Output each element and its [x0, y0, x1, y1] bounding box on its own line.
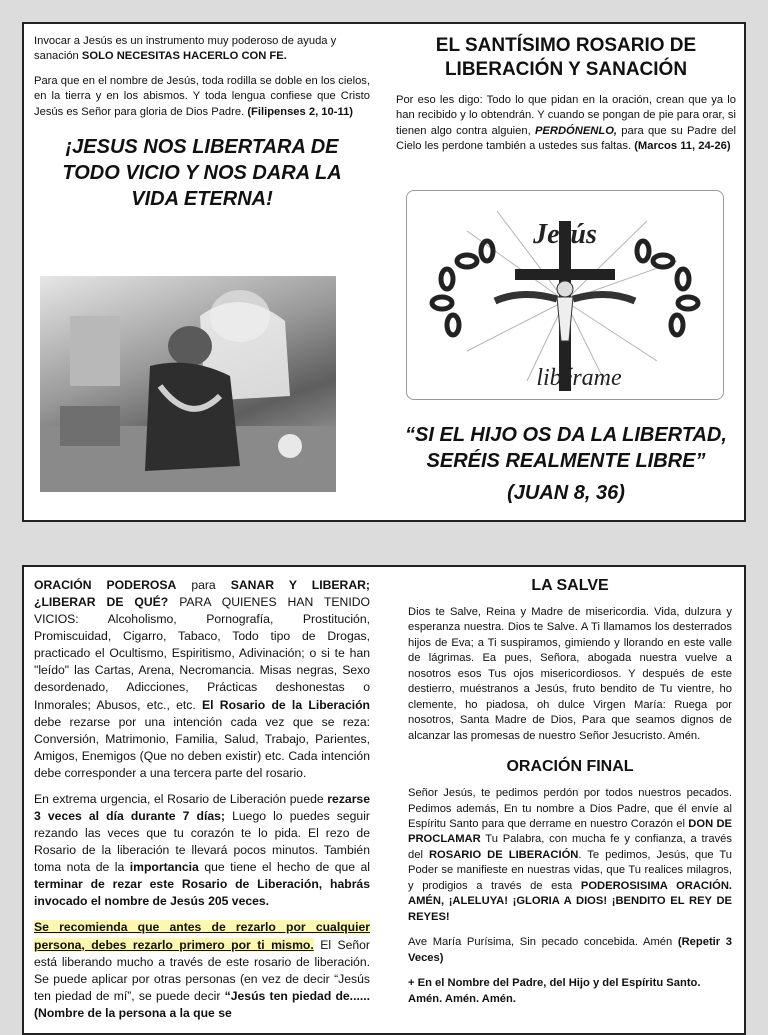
final-bold-1: DON DE PROCLAMAR: [408, 817, 732, 846]
prayer-heading: ORACIÓN PODEROSA: [34, 578, 177, 592]
photo-illustration: [40, 276, 336, 492]
final-prayer-title: ORACIÓN FINAL: [506, 758, 634, 776]
john-quote-block: [396, 422, 736, 506]
intro-paragraph: [34, 34, 370, 65]
recommendation-text: El Señor está liberando mucho a través de este rosario de liberación. Se puede aplicar por otras personas (en vez de decir “Jesús ten piedad de mí”, se puede decir: [34, 937, 370, 1003]
recommendation-paragraph: [34, 919, 370, 1021]
ave-maria-paragraph: [408, 935, 732, 966]
crucifix-broken-chains-icon: [407, 191, 723, 399]
urgency-text: En extrema urgencia, el Rosario de Liberación puede: [34, 791, 328, 806]
image-bottom-text: libérame: [536, 365, 622, 391]
top-right-column: [396, 34, 736, 154]
prayer-text-2: debe rezarse por una intención cada vez que se reza: Conversión, Matrimonio, Familia, Salud, Trabajo, Parientes, Amigos, Enemigos (Que no deben existir) etc. Cada intención debe corresponder a una tercera parte del rosario.: [34, 714, 370, 780]
recommendation-bold: “Jesús ten piedad de...... (Nombre de la persona a la que se: [34, 988, 370, 1020]
salve-text: Dios te Salve, Reina y Madre de misericordia. Vida, dulzura y esperanza nuestra. Dios te Salve. A Ti llamamos los desterrados hijos de Eva; a Ti suspiramos, gimiendo y llorando en este valle de lágrimas. Ea pues, Señora, abogada nuestra vuelve a nosotros esos Tus ojos misericordiosos. Y después de este destierro, muéstranos a Jesús, fruto bendito de Tu vientre, ho clemente, ho piadosa, oh dulce Virgen María: Ruega por nosotros, Santa Madre de Dios, Para que seamos dignos de alcanzar las promesas de nuestro Señor Jesucristo. Amén.: [408, 606, 732, 742]
urgency-text-2: Luego lo puedes seguir rezando las veces que tu corazón te lo pida. El rezo de Rosario de la liberación te llevará pocos minutos. También toma nota de la: [34, 809, 370, 875]
philippians-text: Para que en el nombre de Jesús, toda rodilla se doble en los cielos, en la tierra y en los abismos. Y toda lengua confiese que Cristo Jesús es Señor para gloria de Dios Padre.: [34, 74, 370, 118]
intro-text: Invocar a Jesús es un instrumento muy poderoso de ayuda y sanación: [34, 35, 337, 63]
final-text-3: . Te pedimos, Jesús, que Tu Poder se manifieste en nuestras vidas, que Tu realices milagros, y prodigios a través de esta: [408, 848, 732, 892]
bottom-left-column: [34, 577, 370, 1022]
mark-paragraph: [396, 93, 736, 155]
salve-title: LA SALVE: [531, 577, 609, 594]
top-left-column: [34, 34, 370, 212]
top-panel: [22, 22, 746, 522]
image-top-text: Jesús: [533, 219, 597, 250]
rosary-name: El Rosario de la Liberación: [202, 697, 370, 712]
prayer-text-0: para: [176, 578, 231, 592]
bottom-right-column: [408, 577, 732, 1007]
urgency-bold: rezarse 3 veces al día durante 7 días;: [34, 791, 370, 824]
intro-emphasis: SOLO NECESITAS HACERLO CON FE.: [81, 50, 287, 63]
urgency-text-3: que tiene el hecho de que al: [198, 860, 370, 875]
prayer-text-1: PARA QUIENES HAN TENIDO VICIOS: Alcoholismo, Pornografía, Prostitución, Promiscuidad, Cigarro, Tabaco, Todo tipo de Drogas, practicado el Ocultismo, Espiritismo, Adivinación; o si te han "leído" las Cartas, Arena, Necromancia. Misas negras, Sexo desordenado, Adicciones, Prácticas deshonestas o Inmorales; Abusos, etc., etc.: [34, 595, 370, 712]
john-quote-ref: (JUAN 8, 36): [507, 482, 625, 504]
mark-ref: (Marcos 11, 24-26): [634, 139, 731, 152]
rosary-title: EL SANTÍSIMO ROSARIO DE LIBERACIÓN Y SANACIÓN: [435, 35, 697, 81]
recommendation-highlight: Se recomienda que antes de rezarlo por cualquier persona, debes rezarlo primero por ti mismo.: [34, 920, 370, 952]
sign-of-cross: + En el Nombre del Padre, del Hijo y del Espíritu Santo. Amén. Amén. Amén.: [408, 977, 701, 1005]
final-prayer-paragraph: [408, 786, 732, 925]
philippians-paragraph: [34, 74, 370, 120]
jesus-embracing-man-photo: [40, 276, 336, 492]
ave-repeat: (Repetir 3 Veces): [408, 936, 732, 964]
headline: ¡JESUS NOS LIBERTARA DE TODO VICIO Y NOS DARA LA VIDA ETERNA!: [62, 136, 342, 211]
importance-bold: importancia: [129, 860, 199, 875]
final-bold-2: ROSARIO DE LIBERACIÓN: [428, 848, 579, 861]
mark-text: Por eso les digo: Todo lo que pidan en la oración, crean que ya lo han recibido y lo obtendrán. Y cuando se pongan de pie para orar, si tienen algo contra alguien,: [396, 93, 736, 137]
crucifix-image: [406, 190, 724, 400]
invocation-count: terminar de rezar este Rosario de Liberación, habrás invocado el nombre de Jesús 205 veces.: [34, 877, 370, 909]
final-text-2: Tu Palabra, con mucha fe y confianza, a través del: [408, 833, 732, 861]
powerful-prayer-paragraph: [34, 577, 370, 782]
final-text: Señor Jesús, te pedimos perdón por todos nuestros pecados. Pedimos además, En tu nombre a Dios Padre, que él envíe al Espíritu Santo para que derrame en nuestro Corazón el: [408, 787, 732, 830]
mark-forgive: PERDÓNENLO,: [534, 124, 618, 137]
prayer-heading-2: SANAR Y LIBERAR; ¿LIBERAR DE QUÉ?: [34, 578, 370, 610]
bottom-panel: [22, 565, 746, 1035]
final-bold-3: PODEROSISIMA ORACIÓN. AMÉN, ¡ALELUYA! ¡GLORIA A DIOS! ¡BENDITO EL REY DE REYES!: [408, 879, 733, 923]
philippians-ref: (Filipenses 2, 10-11): [247, 105, 354, 118]
ave-text: Ave María Purísima, Sin pecado concebida. Amén: [408, 936, 678, 949]
mark-text-2: para que su Padre del Cielo les perdone también a ustedes sus faltas.: [396, 124, 736, 152]
urgency-paragraph: [34, 791, 370, 911]
john-quote: “SI EL HIJO OS DA LA LIBERTAD, SERÉIS REALMENTE LIBRE”: [405, 424, 727, 472]
